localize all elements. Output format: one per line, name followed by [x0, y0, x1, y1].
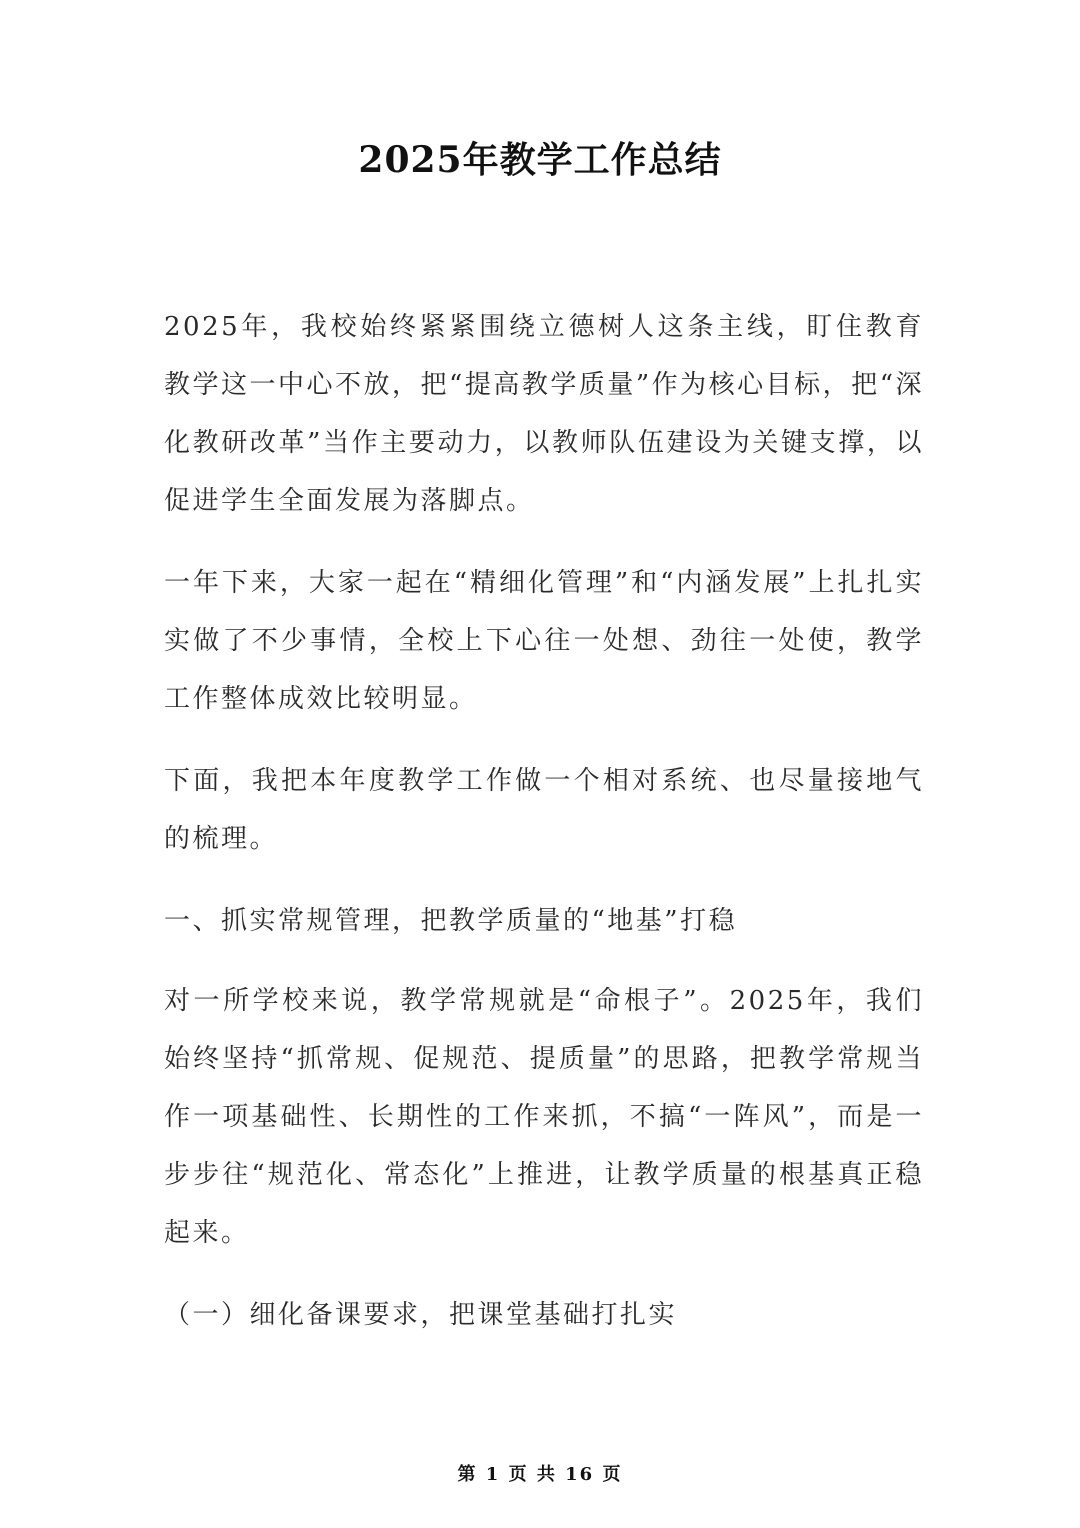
paragraph-intro: 2025年，我校始终紧紧围绕立德树人这条主线，盯住教育教学这一中心不放，把“提高教学质量”作为核心目标，把“深化教研改革”当作主要动力，以教师队伍建设为关键支撑，以促进学生全面发展为落脚点。 — [164, 312, 924, 516]
document-title: 2025年教学工作总结 — [358, 139, 722, 181]
paragraph-overview: 下面，我把本年度教学工作做一个相对系统、也尽量接地气的梳理。 — [164, 766, 924, 854]
subsection-heading-1: （一）细化备课要求，把课堂基础打扎实 — [164, 1300, 678, 1330]
paragraph-summary: 一年下来，大家一起在“精细化管理”和“内涵发展”上扎扎实实做了不少事情，全校上下心往一处想、劲往一处使，教学工作整体成效比较明显。 — [164, 568, 924, 714]
document-body — [164, 298, 924, 1366]
footer-total-pages: 16 — [565, 1464, 595, 1485]
footer-current-page: 1 — [485, 1464, 501, 1485]
section-heading-1: 一、抓实常规管理，把教学质量的“地基”打稳 — [164, 906, 738, 936]
page-footer — [0, 1460, 1080, 1486]
footer-label-page: 第 — [457, 1464, 478, 1485]
footer-label-mid: 页 共 — [508, 1464, 557, 1485]
footer-label-end: 页 — [602, 1464, 623, 1485]
paragraph-section-1: 对一所学校来说，教学常规就是“命根子”。2025年，我们始终坚持“抓常规、促规范、提质量”的思路，把教学常规当作一项基础性、长期性的工作来抓，不搞“一阵风”，而是一步步往“规范化、常态化”上推进，让教学质量的根基真正稳起来。 — [164, 986, 924, 1248]
